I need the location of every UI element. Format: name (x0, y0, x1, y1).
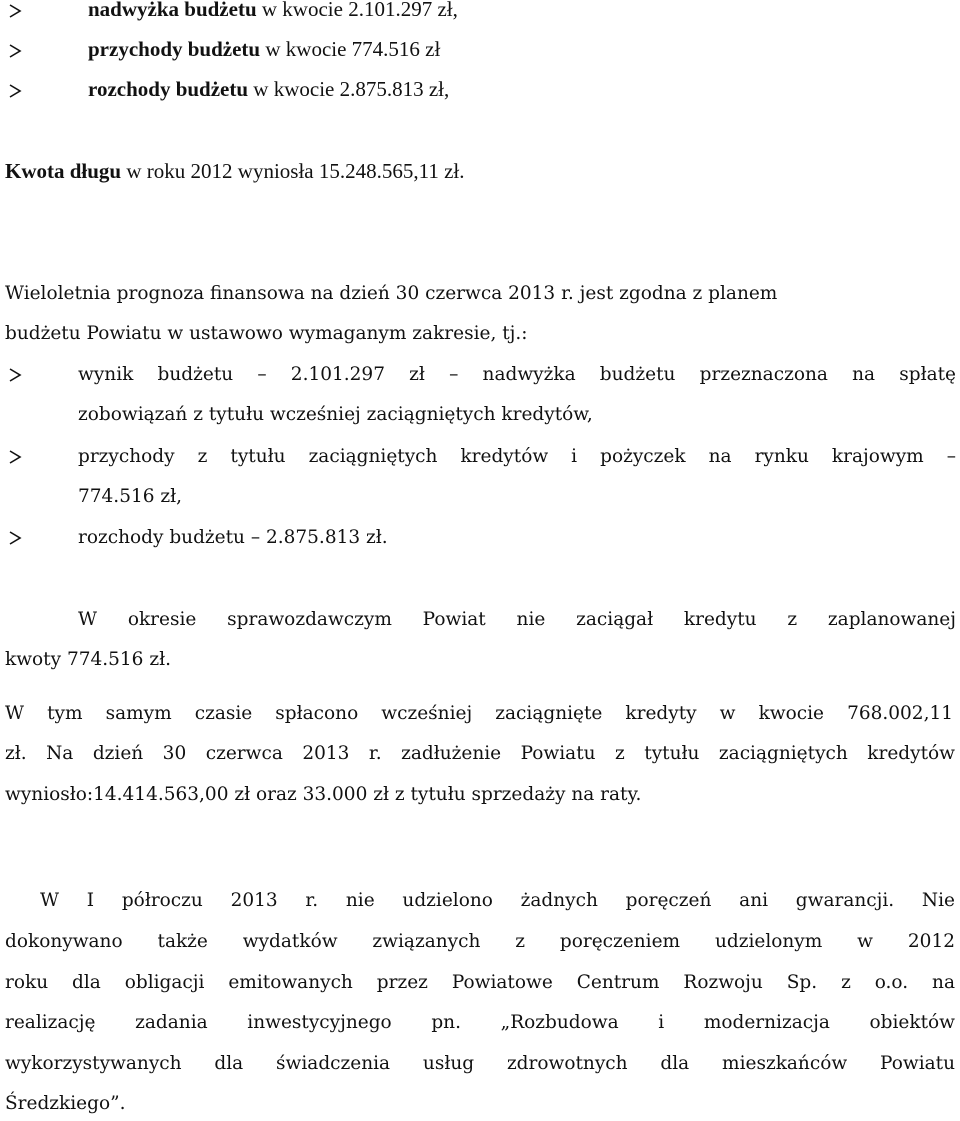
paragraph-line: wykorzystywanych dla świadczenia usług zdrowotnych dla mieszkańców Powiatu (5, 1053, 955, 1074)
paragraph-line: roku dla obligacji emitowanych przez Powiatowe Centrum Rozwoju Sp. z o.o. na (5, 972, 955, 993)
paragraph-line: zł. Na dzień 30 czerwca 2013 r. zadłużenie Powiatu z tytułu zaciągniętych kredytów (5, 743, 955, 764)
arrowhead-bullet-icon (8, 531, 22, 545)
list-item-continuation: 774.516 zł, (78, 486, 183, 507)
paragraph-line: Średzkiego”. (5, 1093, 126, 1114)
list-item-continuation: zobowiązań z tytułu wcześniej zaciągniętych kredytów, (78, 404, 593, 425)
arrowhead-bullet-icon (8, 450, 22, 464)
list-item: przychody z tytułu zaciągniętych kredytów i pożyczek na rynku krajowym – (78, 446, 956, 467)
paragraph-line: wyniosło:14.414.563,00 zł oraz 33.000 zł z tytułu sprzedaży na raty. (5, 784, 642, 805)
arrowhead-bullet-icon (8, 4, 22, 18)
arrowhead-bullet-icon (8, 368, 22, 382)
list-item: wynik budżetu – 2.101.297 zł – nadwyżka budżetu przeznaczona na spłatę (78, 364, 956, 385)
paragraph-line: W tym samym czasie spłacono wcześniej zaciągnięte kredyty w kwocie 768.002,11 (5, 703, 953, 724)
paragraph-line: W okresie sprawozdawczym Powiat nie zaciągał kredytu z zaplanowanej (78, 609, 956, 630)
paragraph-line: W I półroczu 2013 r. nie udzielono żadnych poręczeń ani gwarancji. Nie (40, 890, 955, 911)
list-item: przychody budżetu w kwocie 774.516 zł (88, 37, 441, 61)
paragraph-line: kwoty 774.516 zł. (5, 649, 171, 670)
paragraph-line: dokonywano także wydatków związanych z poręczeniem udzielonym w 2012 (5, 931, 955, 952)
debt-line: Kwota długu w roku 2012 wyniosła 15.248.565,11 zł. (5, 159, 465, 183)
list-item: rozchody budżetu w kwocie 2.875.813 zł, (88, 77, 450, 101)
list-item: nadwyżka budżetu w kwocie 2.101.297 zł, (88, 0, 458, 21)
arrowhead-bullet-icon (8, 44, 22, 58)
wpf-line-2: budżetu Powiatu w ustawowo wymaganym zakresie, tj.: (5, 323, 528, 344)
paragraph-line: realizację zadania inwestycyjnego pn. „Rozbudowa i modernizacja obiektów (5, 1012, 955, 1033)
wpf-line-1: Wieloletnia prognoza finansowa na dzień 30 czerwca 2013 r. jest zgodna z planem (5, 283, 778, 304)
arrowhead-bullet-icon (8, 84, 22, 98)
list-item: rozchody budżetu – 2.875.813 zł. (78, 527, 388, 548)
